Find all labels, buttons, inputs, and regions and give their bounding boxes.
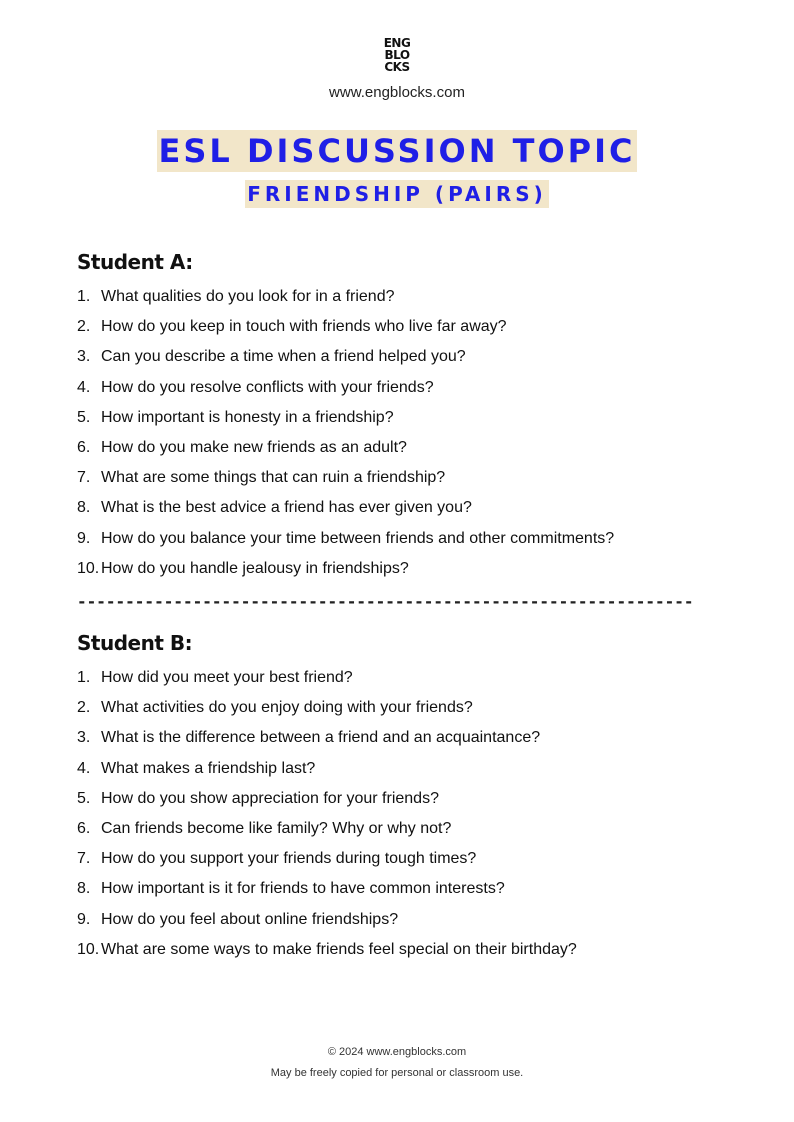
question-text: How important is it for friends to have common interests? (101, 880, 505, 898)
question-text: How do you show appreciation for your friends? (101, 789, 439, 807)
question-number: 6. (77, 819, 91, 837)
question-number: 4. (77, 378, 91, 396)
page-subtitle: FRIENDSHIP (PAIRS) (247, 182, 547, 206)
question-number: 7. (77, 850, 91, 868)
question-text: What qualities do you look for in a friend? (101, 288, 395, 305)
question-number: 5. (77, 789, 91, 807)
question-number: 9. (77, 529, 91, 547)
section-divider: ---------------------------------------------------------------- (77, 592, 694, 611)
site-url[interactable]: www.engblocks.com (329, 84, 465, 101)
question-text: What are some ways to make friends feel special on their birthday? (101, 940, 577, 958)
footer-license: May be freely copied for personal or classroom use. (270, 1067, 524, 1079)
question-number: 10. (77, 559, 100, 577)
question-number: 9. (77, 910, 91, 928)
question-text: How did you meet your best friend? (101, 669, 353, 686)
question-text: How do you resolve conflicts with your friends? (101, 378, 434, 396)
question-text: How important is honesty in a friendship? (101, 408, 394, 426)
student-a-heading: Student A: (77, 250, 193, 274)
page-title: ESL DISCUSSION TOPIC (158, 132, 636, 170)
question-text: How do you handle jealousy in friendships? (101, 559, 409, 577)
question-number: 4. (77, 759, 91, 777)
question-number: 5. (77, 408, 91, 426)
question-number: 3. (77, 348, 91, 366)
question-number: 3. (77, 729, 91, 747)
logo-line-3: CKS (384, 60, 410, 74)
question-number: 7. (77, 469, 91, 487)
student-b-heading: Student B: (77, 631, 193, 655)
question-number: 1. (77, 288, 91, 305)
question-text: How do you keep in touch with friends who live far away? (101, 318, 507, 336)
question-text: What activities do you enjoy doing with your friends? (101, 699, 473, 717)
question-number: 10. (77, 940, 100, 958)
question-text: What is the difference between a friend and an acquaintance? (101, 729, 541, 747)
question-text: What is the best advice a friend has ever given you? (101, 499, 472, 517)
question-number: 1. (77, 669, 91, 686)
question-text: Can you describe a time when a friend helped you? (101, 348, 466, 366)
question-text: How do you feel about online friendships? (101, 910, 399, 928)
logo-line-1: ENG (383, 36, 411, 50)
question-text: How do you balance your time between friends and other commitments? (101, 529, 615, 547)
question-text: Can friends become like family? Why or why not? (101, 819, 452, 837)
question-number: 8. (77, 880, 91, 898)
question-number: 6. (77, 438, 91, 456)
question-text: What makes a friendship last? (101, 759, 316, 777)
question-number: 2. (77, 318, 91, 336)
question-number: 8. (77, 499, 91, 517)
question-number: 2. (77, 699, 91, 717)
logo-line-2: BLO (384, 48, 410, 62)
engblocks-logo (0, 37, 794, 73)
question-text: How do you make new friends as an adult? (101, 438, 407, 456)
question-text: How do you support your friends during tough times? (101, 850, 477, 868)
question-text: What are some things that can ruin a friendship? (101, 469, 446, 487)
footer-copyright: © 2024 www.engblocks.com (327, 1046, 467, 1058)
